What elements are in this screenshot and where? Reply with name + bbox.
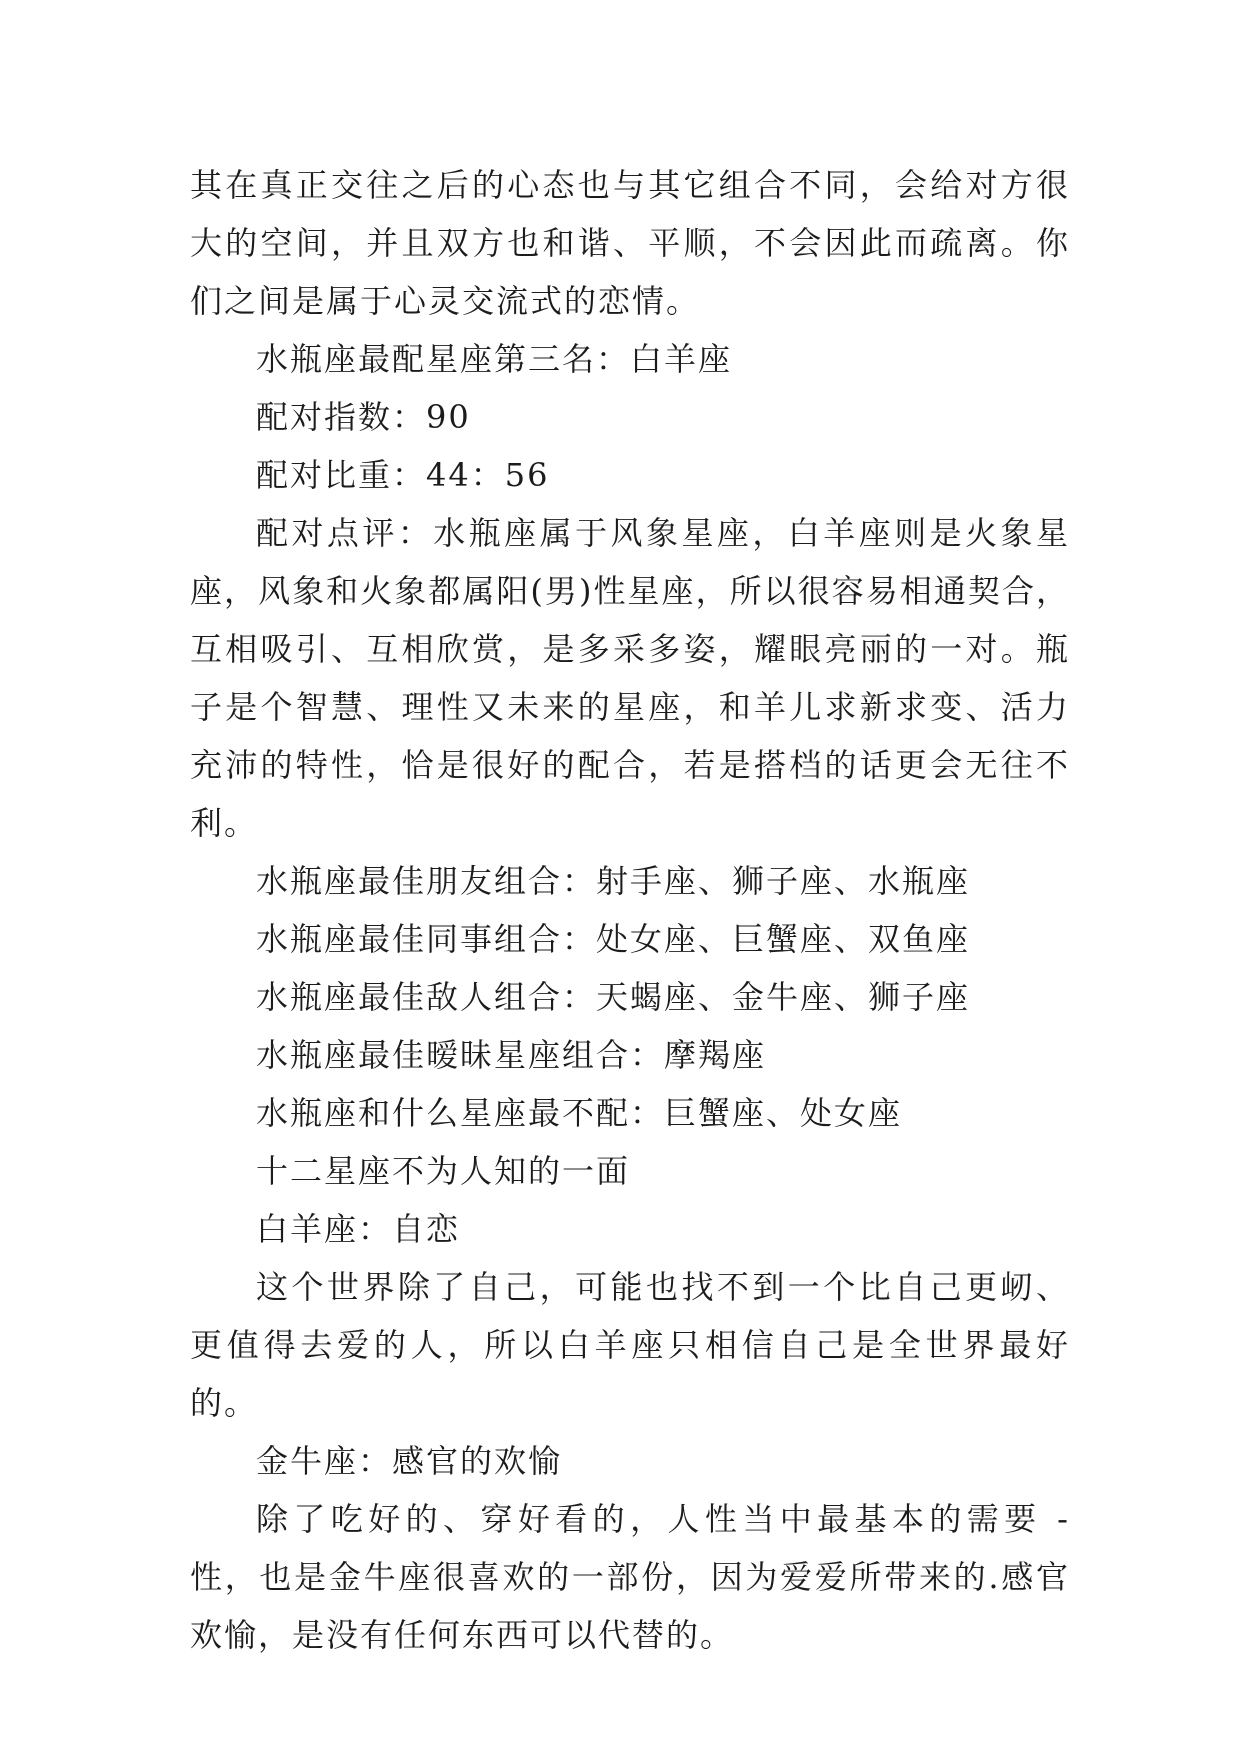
- paragraph-match-review: 配对点评：水瓶座属于风象星座，白羊座则是火象星座，风象和火象都属阳(男)性星座，所以很容易相通契合，互相吸引、互相欣赏，是多采多姿，耀眼亮丽的一对。瓶子是个智慧、理性又未来的星座，和羊儿求新求变、活力充沛的特性，恰是很好的配合，若是搭档的话更会无往不利。: [190, 514, 1070, 842]
- subheading-taurus: 金牛座：感官的欢愉: [256, 1442, 563, 1480]
- paragraph-best-ambiguous: 水瓶座最佳暧昧星座组合：摩羯座: [256, 1036, 767, 1074]
- paragraph-worst-match: 水瓶座和什么星座最不配：巨蟹座、处女座: [256, 1094, 903, 1132]
- paragraph-best-colleagues: 水瓶座最佳同事组合：处女座、巨蟹座、双鱼座: [256, 920, 971, 958]
- paragraph-taurus: 除了吃好的、穿好看的，人性当中最基本的需要 - 性，也是金牛座很喜欢的一部份，因为爱爱所带来的.感官欢愉，是没有任何东西可以代替的。: [190, 1500, 1070, 1654]
- paragraph-aries: 这个世界除了自己，可能也找不到一个比自己更屻、更值得去爱的人，所以白羊座只相信自己是全世界最好的。: [190, 1268, 1070, 1422]
- subheading-aries: 白羊座：自恋: [256, 1210, 461, 1248]
- document-body: [190, 156, 1070, 1664]
- paragraph-third-match: 水瓶座最配星座第三名：白羊座: [256, 340, 733, 378]
- paragraph-match-index: 配对指数：90: [256, 398, 471, 436]
- paragraph-best-friends: 水瓶座最佳朋友组合：射手座、狮子座、水瓶座: [256, 862, 971, 900]
- section-heading-twelve-signs: 十二星座不为人知的一面: [256, 1152, 631, 1190]
- paragraph-match-ratio: 配对比重：44：56: [256, 456, 550, 494]
- paragraph-intro-continuation: 其在真正交往之后的心态也与其它组合不同，会给对方很大的空间，并且双方也和谐、平顺，不会因此而疏离。你们之间是属于心灵交流式的恋情。: [190, 166, 1070, 320]
- paragraph-best-enemies: 水瓶座最佳敌人组合：天蝎座、金牛座、狮子座: [256, 978, 971, 1016]
